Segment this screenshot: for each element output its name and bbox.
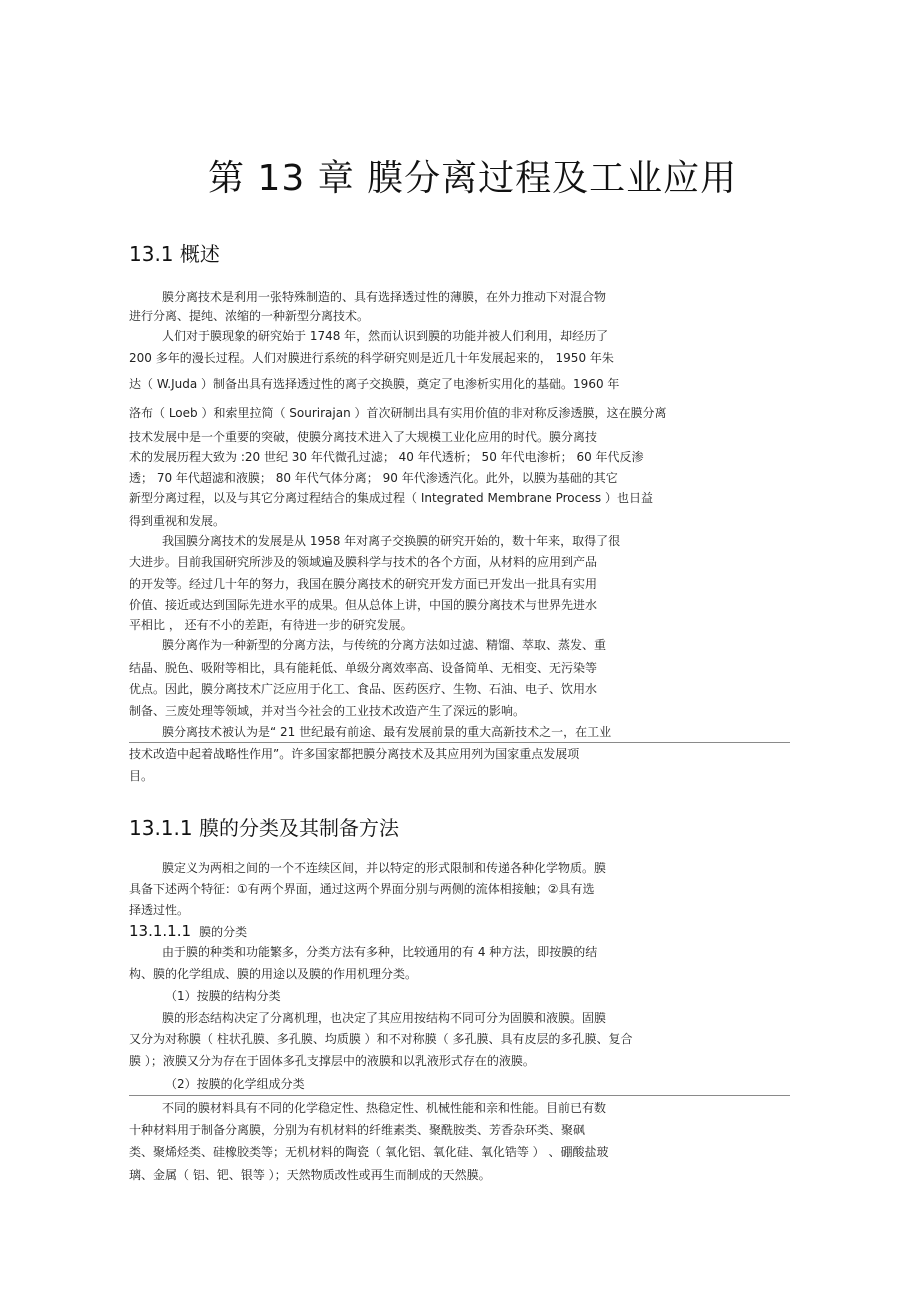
subsection-label: 膜的分类	[199, 925, 248, 939]
paragraph-line: 构、膜的化学组成、膜的用途以及膜的作用机理分类。	[129, 967, 418, 981]
paragraph-line: 又分为对称膜（ 柱状孔膜、多孔膜、均质膜 ）和不对称膜（ 多孔膜、具有皮层的多孔膜、复合	[129, 1032, 633, 1046]
divider-line	[129, 1095, 790, 1096]
paragraph-line: 新型分离过程，以及与其它分离过程结合的集成过程（ Integrated Membrane Process ）也日益	[129, 491, 653, 505]
paragraph-line: 膜定义为两相之间的一个不连续区间，并以特定的形式限制和传递各种化学物质。膜	[162, 861, 607, 875]
section-heading-13-1-1: 13.1.1 膜的分类及其制备方法	[129, 816, 399, 840]
paragraph-line: 制备、三废处理等领域，并对当今社会的工业技术改造产生了深远的影响。	[129, 704, 526, 718]
paragraph-line: 结晶、脱色、吸附等相比，具有能耗低、单级分离效率高、设备简单、无相变、无污染等	[129, 661, 598, 675]
paragraph-line: 不同的膜材料具有不同的化学稳定性、热稳定性、机械性能和亲和性能。目前已有数	[162, 1101, 607, 1115]
list-heading: （1）按膜的结构分类	[165, 989, 281, 1003]
list-heading: （2）按膜的化学组成分类	[165, 1077, 305, 1091]
chapter-title: 第 13 章 膜分离过程及工业应用	[208, 158, 738, 199]
paragraph-line: 200 多年的漫长过程。人们对膜进行系统的科学研究则是近几十年发展起来的， 1950 年朱	[129, 351, 614, 365]
paragraph-line: 择透过性。	[129, 903, 190, 917]
paragraph-line: 膜 ）；液膜又分为存在于固体多孔支撑层中的液膜和以乳液形式存在的液膜。	[129, 1054, 535, 1068]
subsection-number: 13.1.1.1	[129, 922, 192, 940]
paragraph-line: 进行分离、提纯、浓缩的一种新型分离技术。	[129, 309, 370, 323]
paragraph-line: 膜的形态结构决定了分离机理，也决定了其应用按结构不同可分为固膜和液膜。固膜	[162, 1011, 607, 1025]
paragraph-line: 术的发展历程大致为 :20 世纪 30 年代微孔过滤； 40 年代透析； 50 年代电渗析； 60 年代反渗	[129, 450, 644, 464]
paragraph-line: 达（ W.Juda ）制备出具有选择透过性的离子交换膜，奠定了电渗析实用化的基础。1960 年	[129, 377, 620, 391]
paragraph-line: 技术改造中起着战略性作用”。许多国家都把膜分离技术及其应用列为国家重点发展项	[129, 747, 580, 761]
paragraph-line: 膜分离技术被认为是“ 21 世纪最有前途、最有发展前景的重大高新技术之一，在工业	[162, 725, 612, 739]
paragraph-line: 璃、金属（ 铝、钯、银等 ）；天然物质改性或再生而制成的天然膜。	[129, 1168, 491, 1182]
paragraph-line: 膜分离技术是利用一张特殊制造的、具有选择透过性的薄膜，在外力推动下对混合物	[162, 290, 607, 304]
paragraph-line: 得到重视和发展。	[129, 514, 226, 528]
paragraph-line: 具备下述两个特征：①有两个界面，通过这两个界面分别与两侧的流体相接触；②具有选	[129, 882, 595, 896]
paragraph-line: 平相比 ， 还有不小的差距，有待进一步的研究发展。	[129, 618, 413, 632]
paragraph-line: 大进步。目前我国研究所涉及的领域遍及膜科学与技术的各个方面，从材料的应用到产品	[129, 555, 598, 569]
paragraph-line: 优点。因此，膜分离技术广泛应用于化工、食品、医药医疗、生物、石油、电子、饮用水	[129, 682, 598, 696]
section-heading-13-1: 13.1 概述	[129, 242, 220, 266]
paragraph-line: 价值、接近或达到国际先进水平的成果。但从总体上讲，中国的膜分离技术与世界先进水	[129, 598, 598, 612]
paragraph-line: 膜分离作为一种新型的分离方法，与传统的分离方法如过滤、精馏、萃取、蒸发、重	[162, 638, 607, 652]
paragraph-line: 类、聚烯烃类、硅橡胶类等；无机材料的陶瓷（ 氧化铝、氧化硅、氧化锆等 ） 、硼酸盐玻	[129, 1145, 609, 1159]
paragraph-line: 目。	[129, 769, 154, 783]
paragraph-line: 技术发展中是一个重要的突破，使膜分离技术进入了大规模工业化应用的时代。膜分离技	[129, 430, 598, 444]
paragraph-line: 人们对于膜现象的研究始于 1748 年，然而认识到膜的功能并被人们利用，却经历了	[162, 329, 609, 343]
paragraph-line: 洛布（ Loeb ）和索里拉简（ Sourirajan ）首次研制出具有实用价值的非对称反渗透膜，这在膜分离	[129, 406, 667, 420]
divider-line	[129, 742, 790, 743]
paragraph-line: 我国膜分离技术的发展是从 1958 年对离子交换膜的研究开始的，数十年来，取得了很	[162, 534, 621, 548]
paragraph-line: 十种材料用于制备分离膜，分别为有机材料的纤维素类、聚酰胺类、芳香杂环类、聚砜	[129, 1123, 586, 1137]
paragraph-line: 由于膜的种类和功能繁多，分类方法有多种，比较通用的有 4 种方法，即按膜的结	[162, 945, 598, 959]
paragraph-line: 透； 70 年代超滤和液膜； 80 年代气体分离； 90 年代渗透汽化。此外，以膜为基础的其它	[129, 471, 618, 485]
paragraph-line: 的开发等。经过几十年的努力，我国在膜分离技术的研究开发方面已开发出一批具有实用	[129, 577, 598, 591]
subsection-heading-13-1-1-1	[129, 921, 247, 940]
